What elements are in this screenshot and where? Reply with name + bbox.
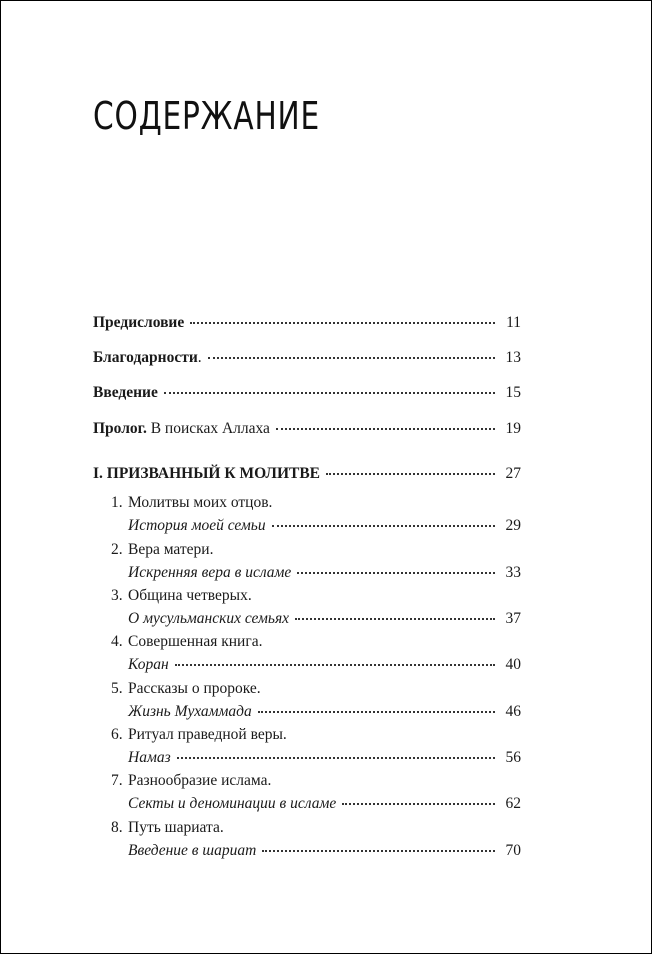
chapter-subtitle: Секты и деноминации в исламе (128, 795, 337, 812)
dot-leader (272, 525, 495, 527)
chapter-subtitle: История моей семьи (128, 517, 266, 534)
entry-page-number: 11 (506, 314, 521, 331)
entry-title: Введение (93, 384, 158, 401)
chapter-title: Совершенная книга. (128, 633, 263, 650)
chapter-title: Молитвы моих отцов. (128, 494, 273, 511)
entry-page-number: 19 (505, 420, 521, 437)
chapter-page-number: 40 (505, 656, 521, 673)
chapter-number: 2. (111, 541, 123, 558)
dot-leader (326, 473, 495, 475)
chapter-page-number: 29 (505, 517, 521, 534)
chapter-number: 5. (111, 680, 123, 697)
entry-title: Предисловие (93, 314, 185, 331)
toc-chapter (111, 538, 521, 584)
dot-leader (177, 757, 495, 759)
chapter-subtitle: Искренняя вера в исламе (128, 564, 292, 581)
dot-leader (175, 664, 495, 666)
toc-part-heading (93, 464, 521, 484)
dot-leader (262, 850, 495, 852)
entry-title: Благодарности (93, 349, 198, 366)
dot-leader (295, 618, 495, 620)
chapter-page-number: 62 (505, 795, 521, 812)
chapter-number: 8. (111, 819, 123, 836)
chapter-subtitle: Намаз (128, 749, 171, 766)
chapter-title: Рассказы о пророке. (128, 680, 261, 697)
dot-leader (342, 803, 495, 805)
toc-chapter (111, 677, 521, 723)
chapter-page-number: 33 (505, 564, 521, 581)
entry-title-rest: В поисках Аллаха (146, 420, 270, 437)
toc-chapter (111, 630, 521, 676)
chapter-page-number: 37 (505, 610, 521, 627)
chapter-page-number: 56 (505, 749, 521, 766)
toc-entry-introduction (93, 383, 521, 403)
dot-leader (276, 428, 495, 430)
chapter-title: Вера матери. (128, 541, 214, 558)
toc-chapter (111, 816, 521, 862)
toc-chapter (111, 491, 521, 537)
chapter-number: 6. (111, 726, 123, 743)
part-page-number: 27 (505, 465, 521, 482)
entry-title: Пролог. (93, 420, 147, 437)
toc-chapter (111, 769, 521, 815)
chapter-title: Ритуал праведной веры. (128, 726, 287, 743)
toc-entry-prologue (93, 419, 521, 439)
chapter-title: Разнообразие ислама. (128, 772, 272, 789)
dot-leader (190, 322, 495, 324)
chapter-subtitle: О мусульманских семьях (128, 610, 290, 627)
chapter-subtitle: Жизнь Мухаммада (128, 703, 252, 720)
dot-leader (164, 392, 495, 394)
chapter-number: 4. (111, 633, 123, 650)
entry-page-number: 13 (505, 349, 521, 366)
toc-chapter (111, 584, 521, 630)
chapter-number: 3. (111, 587, 123, 604)
chapter-page-number: 46 (505, 703, 521, 720)
chapter-number: 7. (111, 772, 123, 789)
entry-title-rest: . (197, 349, 202, 366)
chapter-title: Путь шариата. (128, 819, 224, 836)
toc-entry-preface (93, 313, 521, 333)
chapter-number: 1. (111, 494, 123, 511)
dot-leader (258, 711, 495, 713)
chapter-subtitle: Коран (128, 656, 169, 673)
chapter-subtitle: Введение в шариат (128, 842, 257, 859)
toc-entry-acknowledgements (93, 348, 521, 368)
dot-leader (297, 572, 495, 574)
page-title: СОДЕРЖАНИЕ (93, 94, 320, 138)
entry-page-number: 15 (505, 384, 521, 401)
chapter-page-number: 70 (505, 842, 521, 859)
chapter-title: Община четверых. (128, 587, 252, 604)
dot-leader (208, 357, 495, 359)
part-title: I. ПРИЗВАННЫЙ К МОЛИТВЕ (93, 465, 321, 482)
toc-chapter (111, 723, 521, 769)
